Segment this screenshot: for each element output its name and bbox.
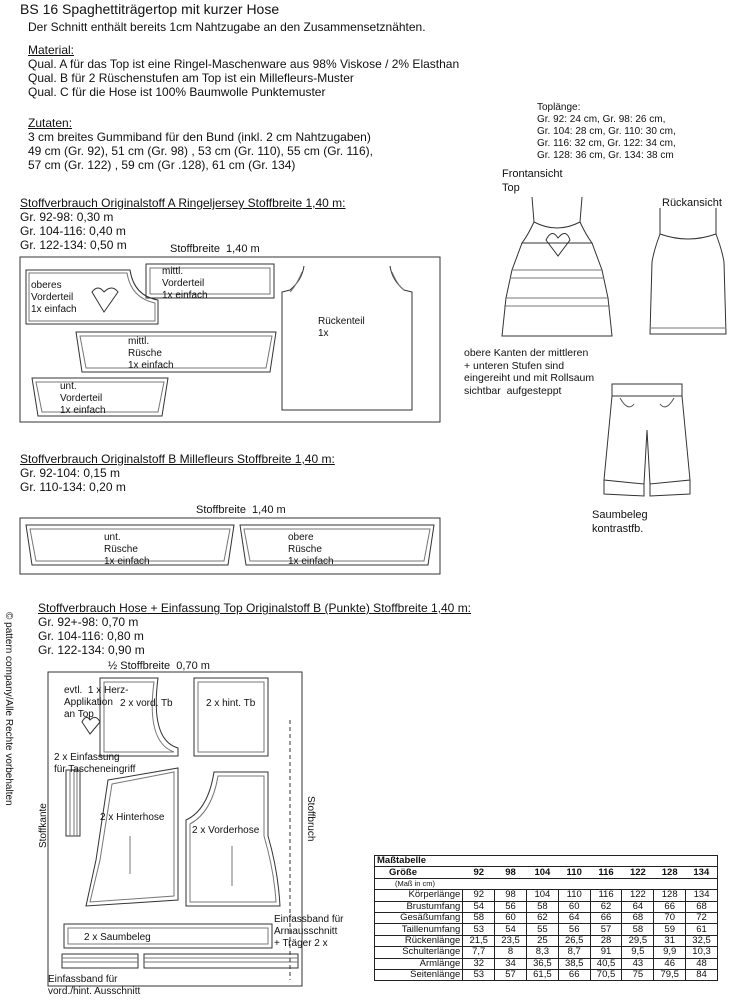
- table-cell: 21,5: [463, 935, 495, 946]
- table-cell: 26,5: [558, 935, 590, 946]
- table-cell: 122: [622, 890, 654, 901]
- table-cell: 43: [622, 958, 654, 969]
- table-cell: 70: [654, 912, 686, 923]
- table-row: [375, 958, 718, 969]
- section-a-line: Gr. 122-134: 0,50 m: [20, 238, 127, 252]
- table-cell: 134: [686, 890, 718, 901]
- table-cell: 38,5: [558, 958, 590, 969]
- table-row: [375, 901, 718, 912]
- back-view-label: Rückansicht: [662, 197, 722, 209]
- table-cell: 55: [526, 924, 558, 935]
- table-cell: 9,5: [622, 947, 654, 958]
- stoffbruch-label: Stoffbruch: [305, 796, 316, 842]
- top-front-sketch: [502, 197, 612, 336]
- size-header: 110: [558, 867, 590, 878]
- table-row: [375, 947, 718, 958]
- piece-label: 2 x Einfassung für Tascheneingriff: [54, 752, 136, 775]
- row-label: Rückenlänge: [375, 935, 463, 946]
- row-label: Brustumfang: [375, 901, 463, 912]
- table-cell: 32,5: [686, 935, 718, 946]
- layout-b: [20, 518, 440, 574]
- table-cell: 68: [686, 901, 718, 912]
- table-cell: 8: [495, 947, 527, 958]
- section-b-line: Gr. 110-134: 0,20 m: [20, 480, 126, 494]
- table-cell: 98: [495, 890, 527, 901]
- table-cell: 53: [463, 924, 495, 935]
- table-cell: 32: [463, 958, 495, 969]
- piece-label: evtl. 1 x Herz- Applikation an Top: [64, 685, 129, 720]
- piece-label: 2 x hint. Tb: [206, 698, 256, 709]
- size-label: Größe: [375, 867, 463, 878]
- table-cell: 62: [590, 901, 622, 912]
- table-cell: 72: [686, 912, 718, 923]
- piece-label: obere Rüsche 1x einfach: [288, 532, 334, 567]
- table-cell: 57: [495, 969, 527, 980]
- section-a-line: Gr. 92-98: 0,30 m: [20, 210, 114, 224]
- size-table: [374, 855, 718, 981]
- section-b-line: Gr. 92-104: 0,15 m: [20, 466, 121, 480]
- toplaenge-line: Gr. 128: 36 cm, Gr. 134: 38 cm: [537, 150, 674, 161]
- table-cell: 53: [463, 969, 495, 980]
- top-back-sketch: [650, 208, 726, 334]
- section-b-heading: Stoffverbrauch Originalstoff B Millefleurs Stoffbreite 1,40 m:: [20, 452, 335, 466]
- unit-note: (Maß in cm): [375, 878, 718, 889]
- piece-label: 2 x Vorderhose: [192, 825, 260, 836]
- section-c-heading: Stoffverbrauch Hose + Einfassung Top Originalstoff B (Punkte) Stoffbreite 1,40 m:: [38, 601, 472, 615]
- table-cell: 70,5: [590, 969, 622, 980]
- table-cell: 128: [654, 890, 686, 901]
- row-label: Körperlänge: [375, 890, 463, 901]
- page-title: BS 16 Spaghettiträgertop mit kurzer Hose: [20, 1, 280, 17]
- table-cell: 54: [495, 924, 527, 935]
- table-cell: 66: [590, 912, 622, 923]
- table-cell: 8,7: [558, 947, 590, 958]
- table-cell: 79,5: [654, 969, 686, 980]
- table-cell: 66: [654, 901, 686, 912]
- table-cell: 58: [463, 912, 495, 923]
- row-label: Gesäßumfang: [375, 912, 463, 923]
- section-c-line: Gr. 92+-98: 0,70 m: [38, 615, 139, 629]
- size-header: 92: [463, 867, 495, 878]
- table-cell: 62: [526, 912, 558, 923]
- zutaten-line: 57 cm (Gr. 122) , 59 cm (Gr .128), 61 cm (Gr. 134): [28, 158, 296, 172]
- stoffkante-label: Stoffkante: [38, 803, 49, 848]
- table-cell: 28: [590, 935, 622, 946]
- table-cell: 110: [558, 890, 590, 901]
- table-cell: 31: [654, 935, 686, 946]
- table-cell: 25: [526, 935, 558, 946]
- row-label: Taillenumfang: [375, 924, 463, 935]
- piece-label: Einfassband für vord./hint. Ausschnitt: [48, 974, 141, 997]
- shorts-sketch: [604, 384, 690, 496]
- piece-label: 2 x Saumbeleg: [84, 932, 151, 943]
- table-cell: 59: [654, 924, 686, 935]
- table-row: [375, 924, 718, 935]
- size-header: 128: [654, 867, 686, 878]
- material-line: Qual. C für die Hose ist 100% Baumwolle Punktemuster: [28, 85, 326, 99]
- section-a-width: Stoffbreite 1,40 m: [170, 243, 260, 255]
- table-row: [375, 969, 718, 980]
- table-cell: 40,5: [590, 958, 622, 969]
- size-header: 98: [495, 867, 527, 878]
- toplaenge-line: Gr. 92: 24 cm, Gr. 98: 26 cm,: [537, 114, 666, 125]
- material-line: Qual. A für das Top ist eine Ringel-Maschenware aus 98% Viskose / 2% Elasthan: [28, 57, 460, 71]
- table-cell: 64: [622, 901, 654, 912]
- row-label: Schulterlänge: [375, 947, 463, 958]
- table-cell: 7,7: [463, 947, 495, 958]
- toplaenge-line: Gr. 104: 28 cm, Gr. 110: 30 cm,: [537, 126, 676, 137]
- copyright: © pattern company/Alle Rechte vorbehalten: [3, 612, 14, 806]
- ruffle-note: obere Kanten der mittleren + unteren Stufen sind eingereiht und mit Rollsaum sichtbar aufgesteppt: [464, 347, 595, 397]
- table-cell: 60: [558, 901, 590, 912]
- piece-label: Einfassband für Armausschnitt + Träger 2 x: [274, 914, 344, 949]
- material-heading: Material:: [28, 43, 75, 57]
- table-cell: 54: [463, 901, 495, 912]
- zutaten-line: 3 cm breites Gummiband für den Bund (inkl. 2 cm Nahtzugaben): [28, 130, 371, 144]
- table-cell: 23,5: [495, 935, 527, 946]
- table-cell: 48: [686, 958, 718, 969]
- table-cell: 56: [558, 924, 590, 935]
- piece-label: oberes Vorderteil 1x einfach: [31, 280, 77, 315]
- size-header: 134: [686, 867, 718, 878]
- size-header: 104: [526, 867, 558, 878]
- piece-label: unt. Vorderteil 1x einfach: [60, 381, 106, 416]
- piece-label: 2 x vord. Tb: [120, 698, 173, 709]
- table-cell: 84: [686, 969, 718, 980]
- table-cell: 91: [590, 947, 622, 958]
- table-cell: 34: [495, 958, 527, 969]
- table-row: [375, 890, 718, 901]
- table-cell: 61: [686, 924, 718, 935]
- front-view-label: Frontansicht Top: [502, 168, 563, 194]
- section-c-line: Gr. 122-134: 0,90 m: [38, 643, 145, 657]
- hem-note: Saumbeleg kontrastfb.: [592, 509, 648, 535]
- table-cell: 104: [526, 890, 558, 901]
- table-cell: 58: [526, 901, 558, 912]
- piece-label: 2 x Hinterhose: [100, 812, 165, 823]
- size-table-title: Maßtabelle: [375, 856, 718, 867]
- section-c-width: ½ Stoffbreite 0,70 m: [108, 660, 210, 672]
- table-cell: 9,9: [654, 947, 686, 958]
- table-cell: 64: [558, 912, 590, 923]
- table-cell: 58: [622, 924, 654, 935]
- table-cell: 8,3: [526, 947, 558, 958]
- table-cell: 75: [622, 969, 654, 980]
- table-cell: 36,5: [526, 958, 558, 969]
- table-row: [375, 935, 718, 946]
- table-cell: 116: [590, 890, 622, 901]
- row-label: Armlänge: [375, 958, 463, 969]
- table-cell: 92: [463, 890, 495, 901]
- table-cell: 29,5: [622, 935, 654, 946]
- section-b-width: Stoffbreite 1,40 m: [196, 504, 286, 516]
- table-cell: 57: [590, 924, 622, 935]
- piece-label: mittl. Vorderteil 1x einfach: [162, 266, 208, 301]
- piece-label: unt. Rüsche 1x einfach: [104, 532, 150, 567]
- material-line: Qual. B für 2 Rüschenstufen am Top ist ein Millefleurs-Muster: [28, 71, 354, 85]
- section-a-line: Gr. 104-116: 0,40 m: [20, 224, 126, 238]
- zutaten-line: 49 cm (Gr. 92), 51 cm (Gr. 98) , 53 cm (Gr. 110), 55 cm (Gr. 116),: [28, 144, 373, 158]
- table-cell: 46: [654, 958, 686, 969]
- section-a-heading: Stoffverbrauch Originalstoff A Ringeljersey Stoffbreite 1,40 m:: [20, 196, 346, 210]
- section-c-line: Gr. 104-116: 0,80 m: [38, 629, 144, 643]
- piece-label: mittl. Rüsche 1x einfach: [128, 336, 174, 371]
- table-cell: 66: [558, 969, 590, 980]
- table-cell: 60: [495, 912, 527, 923]
- row-label: Seitenlänge: [375, 969, 463, 980]
- size-header: 116: [590, 867, 622, 878]
- size-header: 122: [622, 867, 654, 878]
- toplaenge-heading: Toplänge:: [537, 102, 581, 113]
- zutaten-heading: Zutaten:: [28, 116, 73, 130]
- table-cell: 68: [622, 912, 654, 923]
- page-subtitle: Der Schnitt enthält bereits 1cm Nahtzugabe an den Zusammensetznähten.: [28, 20, 426, 34]
- table-cell: 56: [495, 901, 527, 912]
- table-cell: 10,3: [686, 947, 718, 958]
- table-row: [375, 912, 718, 923]
- piece-label: Rückenteil 1x: [318, 316, 365, 339]
- table-cell: 61,5: [526, 969, 558, 980]
- toplaenge-line: Gr. 116: 32 cm, Gr. 122: 34 cm,: [537, 138, 676, 149]
